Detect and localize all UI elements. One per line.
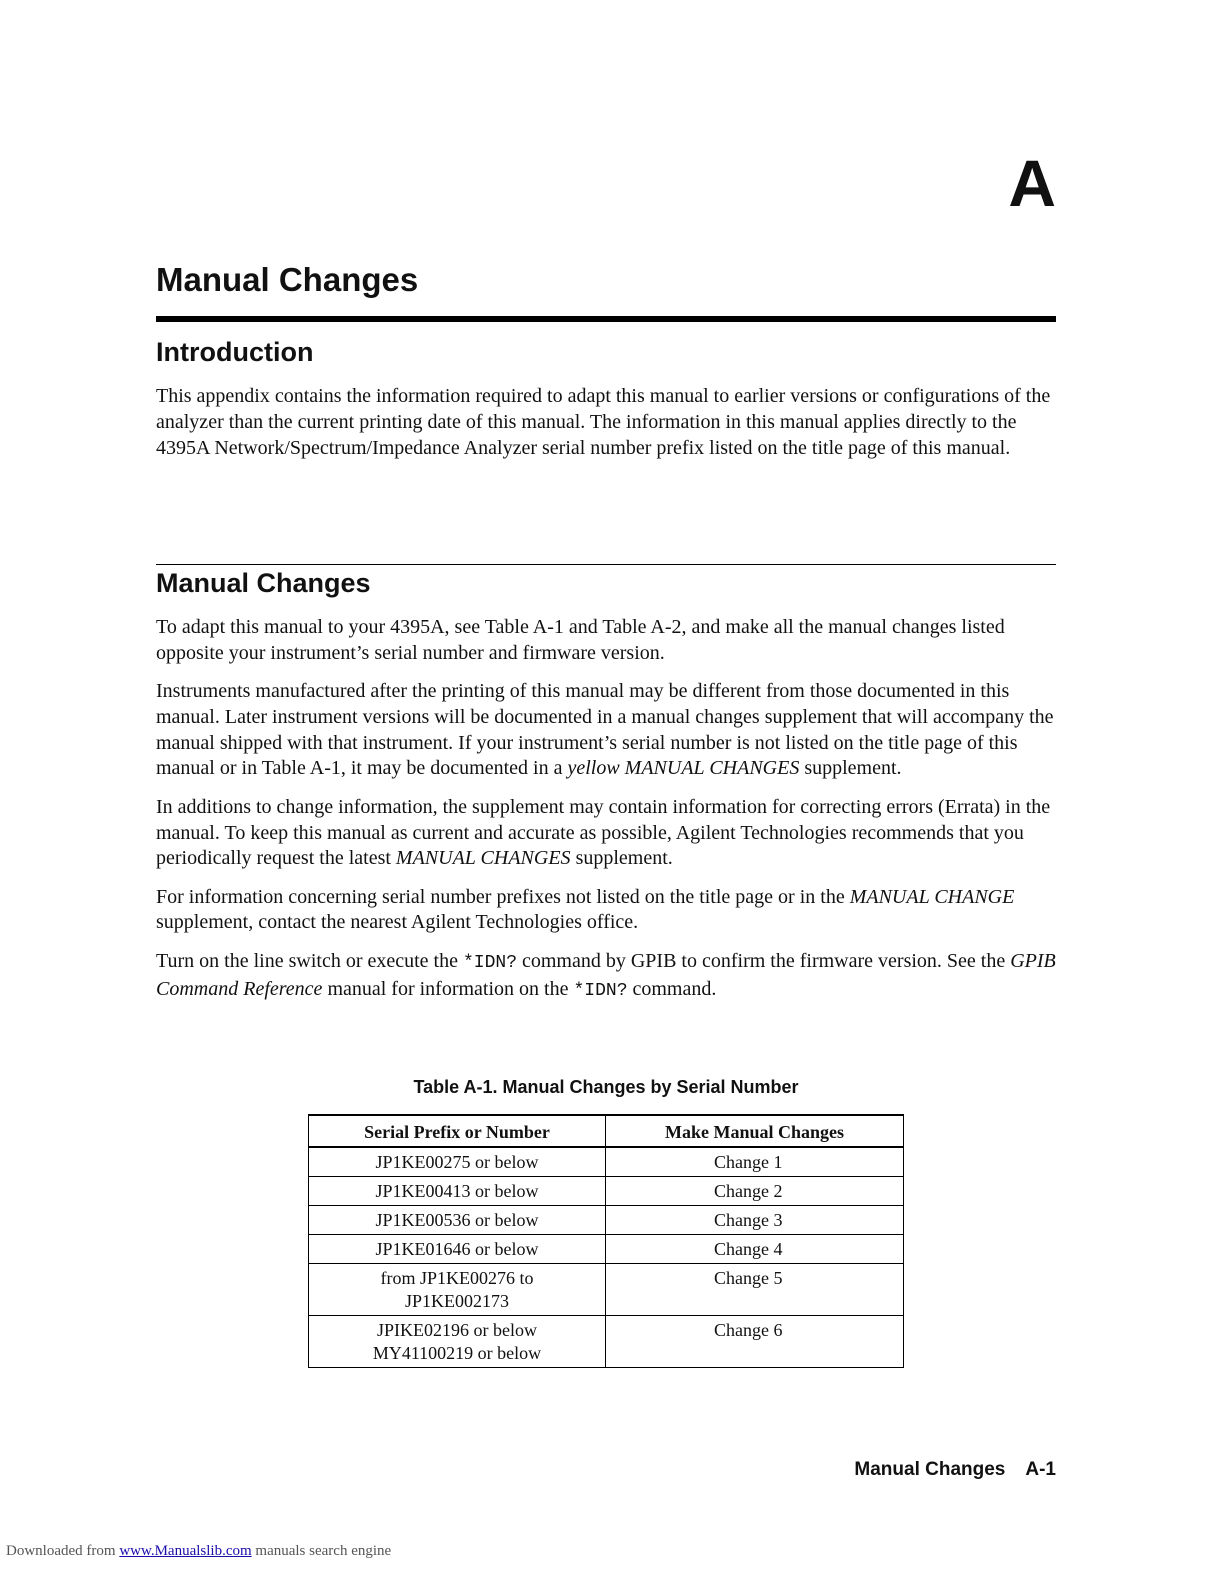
table-header-serial: Serial Prefix or Number [309, 1115, 606, 1147]
serial-line: JPIKE02196 or below [377, 1320, 537, 1340]
gpib-reference-title: GPIB Command Reference [156, 949, 1056, 1000]
download-suffix: manuals search engine [255, 1543, 392, 1559]
chapter-rule [156, 316, 1056, 322]
p5-a: Turn on the line switch or execute the [156, 949, 458, 972]
section-divider [156, 564, 1056, 565]
paragraph-errata [156, 795, 1056, 872]
serial-cell [309, 1206, 606, 1235]
p2-italic: yellow MANUAL CHANGES [567, 757, 800, 780]
p2-end: supplement. [804, 757, 902, 780]
serial-line: JP1KE00275 or below [375, 1152, 539, 1172]
chapter-title: Manual Changes [156, 261, 419, 298]
serial-line: JP1KE01646 or below [375, 1239, 539, 1259]
manual-changes-table [308, 1114, 904, 1368]
p4-italic: MANUAL CHANGE [849, 885, 1015, 908]
paragraph-instruments [156, 679, 1056, 782]
footer-page-number: A-1 [1025, 1459, 1056, 1480]
idn-command-code: *IDN? [462, 952, 517, 973]
serial-line-2: JP1KE002173 [404, 1291, 509, 1311]
p5-b: command by GPIB to confirm the firmware version. See the [522, 949, 1006, 972]
manual-changes-body [156, 615, 1056, 1017]
serial-cell [309, 1147, 606, 1177]
table-row [309, 1206, 904, 1235]
introduction-paragraph: This appendix contains the information required to adapt this manual to earlier versions or configurations of the analyzer than the current printing date of this manual. The information in this manual applies directly to the 4395A Network/Spectrum/Impedance Analyzer serial number prefix listed on the title page of this manual. [156, 385, 1051, 459]
serial-line: from JP1KE00276 to [380, 1268, 534, 1288]
serial-cell [309, 1264, 606, 1316]
table-row [309, 1316, 904, 1368]
serial-cell [309, 1177, 606, 1206]
paragraph-firmware [156, 949, 1056, 1005]
serial-cell [309, 1316, 606, 1368]
download-notice [6, 1543, 391, 1560]
serial-cell [309, 1235, 606, 1264]
footer-section: Manual Changes [854, 1459, 1006, 1480]
chapter-letter: A [1008, 146, 1056, 220]
download-prefix: Downloaded from [6, 1543, 116, 1559]
introduction-heading: Introduction [156, 337, 314, 367]
table-row [309, 1235, 904, 1264]
p3-text: In additions to change information, the supplement may contain information for correcting errors (Errata) in the manual. To keep this manual as current and accurate as possible, Agilent Technologies recommends that you periodically request the latest [156, 795, 1051, 870]
paragraph-adapt: To adapt this manual to your 4395A, see Table A-1 and Table A-2, and make all the manual changes listed opposite your instrument’s serial number and firmware version. [156, 616, 1005, 664]
table-row [309, 1177, 904, 1206]
change-cell: Change 6 [606, 1316, 904, 1368]
serial-line: JP1KE00413 or below [375, 1181, 539, 1201]
p2-text: Instruments manufactured after the printing of this manual may be different from those documented in this manual. Later instrument versions will be documented in a manual changes supplement that will accompany the manual shipped with that instrument. If your instrument’s serial number is not listed on the title page of this manual or in Table A-1, it may be documented in a [156, 680, 1054, 780]
table-row [309, 1264, 904, 1316]
p4-end: supplement, contact the nearest Agilent Technologies office. [156, 911, 639, 934]
idn-command-code-2: *IDN? [573, 980, 628, 1001]
p5-d: command. [632, 977, 717, 1000]
serial-line-2: MY41100219 or below [372, 1343, 542, 1363]
change-cell: Change 2 [606, 1177, 904, 1206]
table-header-row [309, 1115, 904, 1147]
manual-changes-heading: Manual Changes [156, 568, 371, 598]
table-row [309, 1147, 904, 1177]
p3-end: supplement. [575, 847, 673, 870]
introduction-body [156, 384, 1056, 474]
p4-text: For information concerning serial number prefixes not listed on the title page or in the [156, 885, 845, 908]
p5-c: manual for information on the [327, 977, 569, 1000]
paragraph-serial-prefixes [156, 885, 1056, 937]
p3-italic: MANUAL CHANGES [395, 847, 571, 870]
table-header-changes: Make Manual Changes [606, 1115, 904, 1147]
manualslib-link[interactable]: www.Manualslib.com [119, 1543, 252, 1559]
serial-line: JP1KE00536 or below [375, 1210, 539, 1230]
change-cell: Change 1 [606, 1147, 904, 1177]
page-footer [854, 1459, 1056, 1481]
change-cell: Change 4 [606, 1235, 904, 1264]
table-caption: Table A-1. Manual Changes by Serial Number [413, 1077, 799, 1097]
change-cell: Change 3 [606, 1206, 904, 1235]
change-cell: Change 5 [606, 1264, 904, 1316]
